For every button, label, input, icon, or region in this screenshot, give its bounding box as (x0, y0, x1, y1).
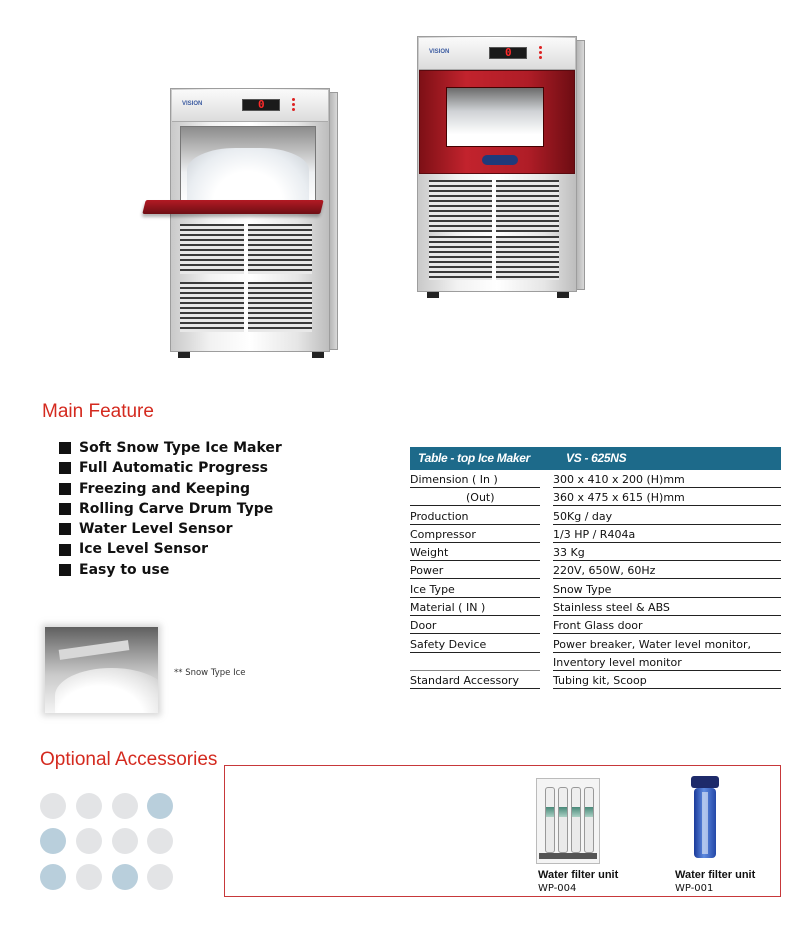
bullet-square-icon (59, 523, 71, 535)
water-filter-wp001-image (685, 776, 725, 860)
decorative-dot (112, 864, 138, 890)
bullet-square-icon (59, 442, 71, 454)
spec-header-model: VS - 625NS (566, 451, 627, 465)
accessories-box (224, 765, 781, 897)
spec-header-product-type: Table - top Ice Maker (418, 451, 530, 465)
accessory-code: WP-004 (538, 883, 577, 894)
feature-list (59, 438, 282, 580)
spec-table (410, 447, 781, 690)
feature-item: Ice Level Sensor (59, 539, 282, 559)
decorative-dot (112, 828, 138, 854)
product-image-left: VISION 0 (158, 82, 338, 362)
accessory-item (673, 776, 763, 896)
accessory-item (532, 778, 619, 896)
table-row: Compressor 1/3 HP / R404a (410, 525, 781, 543)
decorative-dot (76, 793, 102, 819)
table-row: (Out) 360 x 475 x 615 (H)mm (410, 488, 781, 506)
bullet-square-icon (59, 544, 71, 556)
table-row: Material ( IN ) Stainless steel & ABS (410, 598, 781, 616)
decorative-dot (40, 793, 66, 819)
water-filter-wp004-image (536, 778, 600, 864)
decorative-dot (147, 793, 173, 819)
accessory-code: WP-001 (675, 883, 714, 894)
accessory-name: Water filter unit (538, 869, 619, 881)
feature-item: Freezing and Keeping (59, 479, 282, 499)
table-row: Dimension ( In ) 300 x 410 x 200 (H)mm (410, 470, 781, 488)
snow-photo-caption: ** Snow Type Ice (174, 668, 246, 678)
accessory-name: Water filter unit (675, 869, 756, 881)
decorative-dot (147, 864, 173, 890)
feature-item: Full Automatic Progress (59, 458, 282, 478)
feature-item: Water Level Sensor (59, 519, 282, 539)
decorative-dot (147, 828, 173, 854)
decorative-dot (112, 793, 138, 819)
decorative-dot (40, 828, 66, 854)
table-row: Production 50Kg / day (410, 507, 781, 525)
decorative-dot (40, 864, 66, 890)
table-row: Ice Type Snow Type (410, 580, 781, 598)
spec-table-header (410, 447, 781, 470)
decorative-dot (76, 828, 102, 854)
decorative-dot (76, 864, 102, 890)
optional-accessories-heading: Optional Accessories (40, 749, 218, 770)
bullet-square-icon (59, 564, 71, 576)
main-feature-heading: Main Feature (42, 401, 154, 422)
table-row: Safety Device Power breaker, Water level monitor, (410, 635, 781, 653)
bullet-square-icon (59, 503, 71, 515)
table-row: Standard Accessory Tubing kit, Scoop (410, 671, 781, 689)
feature-item: Soft Snow Type Ice Maker (59, 438, 282, 458)
feature-item: Easy to use (59, 560, 282, 580)
table-row: Door Front Glass door (410, 616, 781, 634)
snow-ice-photo (45, 627, 158, 713)
bullet-square-icon (59, 462, 71, 474)
feature-item: Rolling Carve Drum Type (59, 499, 282, 519)
table-row: Power 220V, 650W, 60Hz (410, 561, 781, 579)
table-row: Inventory level monitor (410, 653, 781, 671)
table-row: Weight 33 Kg (410, 543, 781, 561)
product-image-right: VISION 0 (405, 30, 585, 302)
bullet-square-icon (59, 483, 71, 495)
